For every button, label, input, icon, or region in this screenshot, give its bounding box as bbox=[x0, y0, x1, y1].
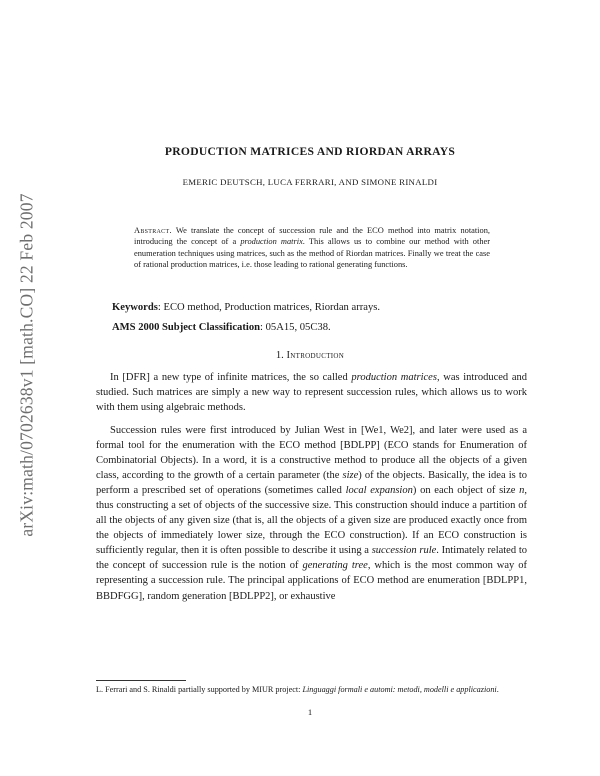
classification-text: : 05A15, 05C38. bbox=[260, 322, 331, 333]
abstract-heading: Abstract. bbox=[134, 226, 172, 235]
section-heading bbox=[100, 350, 520, 361]
para2-text-3: ) on each object of size bbox=[412, 485, 516, 497]
para2-text-2: ) of the objects. Basically, the idea is to perform a prescribed set of operations (sometimes called bbox=[96, 470, 528, 497]
para2-emph-rule: succession rule bbox=[371, 545, 437, 557]
para2-text-5: . Intimately related to the concept of succession rule is the notion of bbox=[96, 545, 527, 572]
section-number: 1. bbox=[275, 350, 287, 361]
para2-text-1: Succession rules were first introduced by Julian West in [We1, We2], and later were used as a formal tool for the enumeration with the ECO method [BDLPP] (ECO stands for Enumeration of Combinatorial Objects). In a word, it is a constructive method to produce all the objects of a given class, according to the growth of a certain parameter (the bbox=[96, 425, 527, 482]
para2-emph-size: size bbox=[342, 470, 359, 482]
classification-label: AMS 2000 Subject Classification bbox=[112, 322, 261, 333]
intro-paragraph-1 bbox=[96, 370, 527, 415]
abstract-term: production matrix bbox=[240, 237, 303, 247]
para2-emph-local: local expansion bbox=[345, 485, 413, 497]
para2-text-6: , which is the most common way of representing a succession rule. The principal applications of ECO method are enumeration [BDLPP1, BBDFGG], random generation [BDLPP2], or exhaustive bbox=[96, 560, 528, 602]
footnote-text-2: . bbox=[496, 685, 499, 694]
para2-text-4: , thus constructing a set of objects of the successive size. This construction should induce a partition of all the objects of any given size (that is, all the objects of a given size are produced exactly once from the objects of immediately lower size, through the ECO construction). If an ECO construction is sufficiently regular, then it is often possible to describe it using a bbox=[96, 485, 527, 557]
abstract bbox=[134, 225, 490, 271]
footnote-text-1: L. Ferrari and S. Rinaldi partially supported by MIUR project: bbox=[96, 685, 301, 694]
para2-emph-n: n bbox=[519, 485, 525, 497]
page-number: 1 bbox=[307, 707, 313, 717]
arxiv-stamp bbox=[10, 150, 44, 580]
footnote-rule bbox=[96, 680, 186, 681]
intro-paragraph-2 bbox=[96, 423, 527, 604]
keywords-line bbox=[112, 302, 512, 313]
footnote-project: Linguaggi formali e automi: metodi, modelli e applicazioni bbox=[302, 685, 497, 694]
para2-emph-tree: generating tree bbox=[302, 560, 368, 572]
classification-line bbox=[112, 322, 512, 333]
paper-title: PRODUCTION MATRICES AND RIORDAN ARRAYS bbox=[164, 145, 456, 158]
keywords-label: Keywords bbox=[112, 302, 158, 313]
arxiv-identifier: arXiv:math/0702638v1 [math.CO] 22 Feb 2007 bbox=[16, 193, 37, 537]
para1-text-1: In [DFR] a new type of infinite matrices, the so called bbox=[110, 372, 348, 383]
abstract-text-2: . This allows us to combine our method with other enumeration techniques using matrices, such as the method of Riordan matrices. Finally we treat the case of rational production matrices, i.e. those leading to rational generating functions. bbox=[134, 237, 491, 270]
section-title: Introduction bbox=[286, 350, 345, 361]
para1-emph: production matrices bbox=[351, 372, 437, 383]
footnote bbox=[96, 684, 527, 696]
keywords-text: : ECO method, Production matrices, Riordan arrays. bbox=[157, 302, 381, 313]
paper-authors: EMERIC DEUTSCH, LUCA FERRARI, AND SIMONE RINALDI bbox=[182, 177, 438, 187]
para1-text-2: , was introduced and studied. Such matrices are simply a new way to represent succession rules, which allows us to work with them using algebraic methods. bbox=[96, 372, 527, 414]
abstract-text-1: We translate the concept of succession rule and the ECO method into matrix notation, introducing the concept of a bbox=[134, 226, 490, 247]
